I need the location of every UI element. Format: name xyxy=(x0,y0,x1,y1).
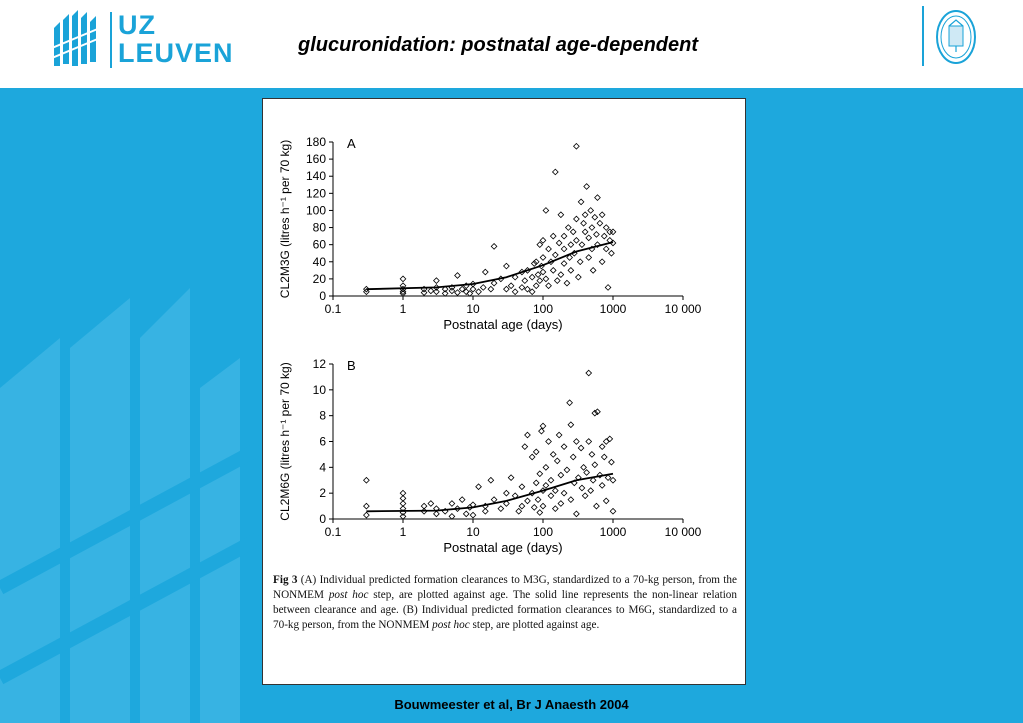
data-point xyxy=(578,199,584,205)
y-tick-label: 12 xyxy=(312,357,326,371)
data-point xyxy=(476,484,482,490)
uz-leuven-logo[interactable] xyxy=(52,8,242,70)
data-point xyxy=(601,454,607,460)
data-point xyxy=(512,289,518,295)
data-point xyxy=(491,244,497,250)
caption-text-1: (A) Individual predicted formation clearances to M3G, standardized to a 70-kg person, from the NONMEM xyxy=(273,574,737,601)
data-point xyxy=(522,444,528,450)
data-point xyxy=(561,261,567,267)
y-tick-label: 60 xyxy=(312,237,326,252)
x-axis-label: Postnatal age (days) xyxy=(443,540,563,555)
data-point xyxy=(498,506,504,512)
data-point xyxy=(561,246,567,252)
y-tick-label: 4 xyxy=(319,460,326,475)
y-tick-label: 20 xyxy=(312,271,326,286)
data-point xyxy=(529,454,535,460)
data-point xyxy=(543,276,549,282)
data-point xyxy=(428,288,434,294)
data-point xyxy=(519,285,525,291)
data-point xyxy=(522,278,528,284)
data-point xyxy=(531,505,537,511)
x-tick-label: 0.1 xyxy=(324,302,342,316)
data-point xyxy=(578,445,584,451)
data-point xyxy=(599,259,605,265)
y-tick-label: 160 xyxy=(305,152,326,167)
data-point xyxy=(546,283,552,289)
data-point xyxy=(582,229,588,235)
data-point xyxy=(581,465,587,471)
data-point xyxy=(540,238,546,244)
data-point xyxy=(546,439,552,445)
x-tick-label: 10 000 xyxy=(664,302,702,316)
x-tick-label: 0.1 xyxy=(324,525,342,539)
header-bar xyxy=(0,0,1023,88)
data-point xyxy=(480,285,486,291)
data-point xyxy=(463,511,469,517)
data-point xyxy=(579,485,585,491)
data-point xyxy=(535,272,541,278)
data-point xyxy=(421,290,427,296)
data-point xyxy=(504,263,510,269)
y-tick-label: 140 xyxy=(305,169,326,184)
chart-panel-b xyxy=(278,357,702,555)
data-point xyxy=(561,490,567,496)
data-point xyxy=(599,212,605,218)
data-point xyxy=(488,477,494,483)
figure-charts xyxy=(263,99,745,569)
x-tick-label: 10 xyxy=(466,302,480,316)
data-point xyxy=(586,439,592,445)
y-axis-label: CL2M3G (litres h⁻¹ per 70 kg) xyxy=(278,139,292,299)
y-tick-label: 100 xyxy=(305,203,326,218)
data-point xyxy=(568,268,574,274)
data-point xyxy=(574,238,580,244)
data-point xyxy=(558,212,564,218)
data-point xyxy=(570,454,576,460)
data-point xyxy=(533,283,539,289)
data-point xyxy=(556,240,562,246)
panel-label: B xyxy=(347,358,356,373)
data-point xyxy=(584,470,590,476)
data-point xyxy=(586,370,592,376)
data-point xyxy=(558,501,564,507)
data-point xyxy=(504,286,510,292)
data-point xyxy=(586,255,592,261)
data-point xyxy=(564,280,570,286)
y-tick-label: 40 xyxy=(312,254,326,269)
data-point xyxy=(540,423,546,429)
y-tick-label: 6 xyxy=(319,434,326,449)
citation: Bouwmeester et al, Br J Anaesth 2004 xyxy=(394,697,629,712)
x-axis-label: Postnatal age (days) xyxy=(443,317,563,332)
data-point xyxy=(476,289,482,295)
slide-title: glucuronidation: postnatal age-dependent xyxy=(298,34,698,56)
data-point xyxy=(533,480,539,486)
data-point xyxy=(459,497,465,503)
caption-italic-1: post hoc xyxy=(328,589,369,601)
data-point xyxy=(533,259,539,265)
data-point xyxy=(588,488,594,494)
data-point xyxy=(610,477,616,483)
data-point xyxy=(579,242,585,248)
data-point xyxy=(553,169,559,175)
data-point xyxy=(516,508,522,514)
data-point xyxy=(491,497,497,503)
data-point xyxy=(525,432,531,438)
caption-text-3: step, are plotted against age. xyxy=(469,619,600,631)
data-point xyxy=(540,503,546,509)
data-point xyxy=(566,225,572,231)
data-point xyxy=(554,458,560,464)
data-point xyxy=(558,272,564,278)
data-point xyxy=(537,242,543,248)
data-point xyxy=(595,195,601,201)
data-point xyxy=(488,286,494,292)
chart-panel-a xyxy=(278,135,702,332)
data-point xyxy=(470,512,476,518)
panel-label: A xyxy=(347,136,356,151)
y-axis-label: CL2M6G (litres h⁻¹ per 70 kg) xyxy=(278,362,292,521)
data-point xyxy=(548,493,554,499)
data-point xyxy=(592,214,598,220)
y-tick-label: 10 xyxy=(312,382,326,397)
data-point xyxy=(537,510,543,516)
data-point xyxy=(603,225,609,231)
data-point xyxy=(589,452,595,458)
caption-fig-label: Fig 3 xyxy=(273,574,298,586)
data-point xyxy=(519,484,525,490)
fit-line xyxy=(366,242,613,289)
data-point xyxy=(589,225,595,231)
data-point xyxy=(434,278,440,284)
data-point xyxy=(535,497,541,503)
data-point xyxy=(592,462,598,468)
data-point xyxy=(568,497,574,503)
data-point xyxy=(548,477,554,483)
data-point xyxy=(603,246,609,252)
data-point xyxy=(609,250,615,256)
data-point xyxy=(577,259,583,265)
data-point xyxy=(543,483,549,489)
data-point xyxy=(558,472,564,478)
data-point xyxy=(531,261,537,267)
data-point xyxy=(543,208,549,214)
data-point xyxy=(540,255,546,261)
data-point xyxy=(428,501,434,507)
data-point xyxy=(574,143,580,149)
data-point xyxy=(449,288,455,294)
data-point xyxy=(550,452,556,458)
data-point xyxy=(581,220,587,226)
data-point xyxy=(537,278,543,284)
data-point xyxy=(576,274,582,280)
data-point xyxy=(537,471,543,477)
data-point xyxy=(540,269,546,275)
y-tick-label: 0 xyxy=(319,512,326,526)
x-tick-label: 1 xyxy=(399,302,407,316)
figure-caption xyxy=(273,573,737,633)
figure-panel xyxy=(262,98,746,685)
data-point xyxy=(550,233,556,239)
data-point xyxy=(561,233,567,239)
data-point xyxy=(525,498,531,504)
data-point xyxy=(588,208,594,214)
data-point xyxy=(594,232,600,238)
data-point xyxy=(364,503,370,509)
data-point xyxy=(483,269,489,275)
data-point xyxy=(610,508,616,514)
data-point xyxy=(491,280,497,286)
data-point xyxy=(553,506,559,512)
caption-text-2: step, are plotted against age. The solid line represents the non-linear relation between clearance and age. (B) Individual predicted formation clearances to M6G, standardized to a 70-kg person, from the NONMEM xyxy=(273,589,737,631)
data-point xyxy=(574,439,580,445)
data-point xyxy=(594,503,600,509)
data-point xyxy=(519,503,525,509)
data-point xyxy=(539,428,545,434)
logo-text-leuven: LEUVEN xyxy=(118,38,234,68)
data-point xyxy=(574,216,580,222)
data-point xyxy=(574,511,580,517)
data-point xyxy=(553,252,559,258)
data-point xyxy=(504,490,510,496)
university-seal-icon xyxy=(934,8,978,66)
data-point xyxy=(508,475,514,481)
data-point xyxy=(400,276,406,282)
y-tick-label: 0 xyxy=(319,289,326,303)
data-point xyxy=(449,501,455,507)
data-point xyxy=(508,283,514,289)
logo-text-uz: UZ xyxy=(118,10,156,40)
uz-leuven-logo-icon xyxy=(52,8,104,70)
data-point xyxy=(364,477,370,483)
x-tick-label: 1000 xyxy=(599,302,627,316)
data-point xyxy=(364,512,370,518)
x-tick-label: 100 xyxy=(532,302,554,316)
x-tick-label: 1 xyxy=(399,525,407,539)
data-point xyxy=(556,432,562,438)
x-tick-label: 10 000 xyxy=(664,525,702,539)
ku-leuven-seal xyxy=(922,4,982,68)
data-point xyxy=(582,493,588,499)
data-point xyxy=(564,467,570,473)
data-point xyxy=(568,242,574,248)
y-tick-label: 80 xyxy=(312,220,326,235)
data-point xyxy=(449,514,455,520)
data-point xyxy=(605,285,611,291)
data-point xyxy=(553,488,559,494)
y-tick-label: 8 xyxy=(319,408,326,423)
data-point xyxy=(586,235,592,241)
x-tick-label: 1000 xyxy=(599,525,627,539)
data-point xyxy=(597,220,603,226)
data-point xyxy=(543,465,549,471)
data-point xyxy=(609,459,615,465)
data-point xyxy=(568,422,574,428)
data-point xyxy=(533,449,539,455)
data-point xyxy=(554,278,560,284)
data-point xyxy=(599,444,605,450)
logo-divider xyxy=(110,12,112,68)
data-point xyxy=(567,400,573,406)
x-tick-label: 100 xyxy=(532,525,554,539)
y-tick-label: 120 xyxy=(305,186,326,201)
y-tick-label: 180 xyxy=(305,135,326,149)
data-point xyxy=(546,246,552,252)
data-point xyxy=(584,184,590,190)
data-point xyxy=(561,444,567,450)
x-tick-label: 10 xyxy=(466,525,480,539)
data-point xyxy=(599,483,605,489)
data-point xyxy=(529,274,535,280)
data-point xyxy=(603,498,609,504)
data-point xyxy=(601,233,607,239)
seal-divider xyxy=(922,6,924,66)
data-point xyxy=(590,268,596,274)
data-point xyxy=(400,514,406,520)
data-point xyxy=(455,273,461,279)
data-point xyxy=(582,212,588,218)
y-tick-label: 2 xyxy=(319,486,326,501)
caption-italic-2: post hoc xyxy=(432,619,470,631)
data-point xyxy=(550,268,556,274)
data-point xyxy=(570,229,576,235)
data-point xyxy=(455,290,461,296)
